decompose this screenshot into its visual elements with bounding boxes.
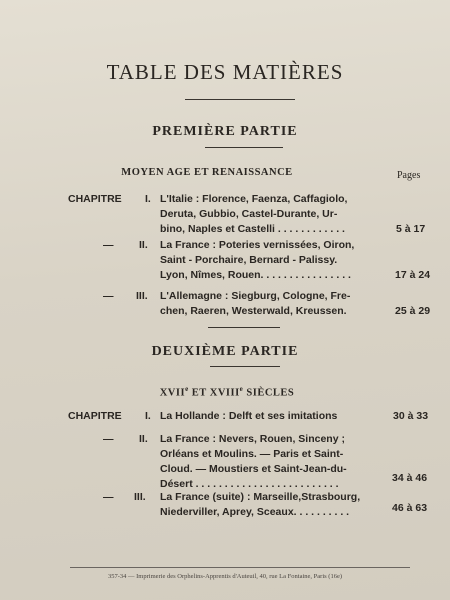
section-title-1: MOYEN AGE ET RENAISSANCE <box>121 167 293 178</box>
part-rule-2 <box>210 366 280 367</box>
page-range: 5 à 17 <box>396 223 426 235</box>
chapter-lead: — <box>103 491 114 503</box>
page-title: TABLE DES MATIÈRES <box>106 60 344 84</box>
chapter-lead: CHAPITRE <box>68 193 122 205</box>
entry-line: Cloud. — Moustiers et Saint-Jean-du- <box>160 463 347 475</box>
footer-rule <box>70 567 410 568</box>
section-divider <box>208 327 280 328</box>
page-range: 46 à 63 <box>392 502 428 514</box>
chapter-number: II. <box>139 433 148 445</box>
entry-line: Orléans et Moulins. — Paris et Saint- <box>160 448 344 460</box>
page-range: 25 à 29 <box>395 305 431 317</box>
page-range: 30 à 33 <box>393 410 429 422</box>
entry-line: bino, Naples et Castelli . . . . . . . . . . . . <box>160 223 345 235</box>
printer-imprint: 357-34 — Imprimerie des Orphelins-Apprentis d'Auteuil, 40, rue La Fontaine, Paris (16e) <box>107 573 343 580</box>
entry-line: L'Allemagne : Siegburg, Cologne, Fre- <box>160 290 351 302</box>
title-rule <box>185 99 295 100</box>
part-title-1: PREMIÈRE PARTIE <box>152 124 298 139</box>
page-range: 17 à 24 <box>395 269 431 281</box>
entry-line: Saint - Porchaire, Bernard - Palissy. <box>160 254 338 266</box>
entry-line: La Hollande : Delft et ses imitations <box>160 410 338 422</box>
pages-column-label: Pages <box>397 170 421 181</box>
chapter-lead: — <box>103 239 114 251</box>
entry-line: L'Italie : Florence, Faenza, Caffagiolo, <box>160 193 348 205</box>
chapter-number: I. <box>145 410 151 422</box>
entry-line: La France (suite) : Marseille,Strasbourg, <box>160 491 361 503</box>
chapter-number: III. <box>136 290 148 302</box>
entry-line: La France : Poteries vernissées, Oiron, <box>160 239 355 251</box>
chapter-number: III. <box>134 491 146 503</box>
entry-line: Lyon, Nîmes, Rouen. . . . . . . . . . . . . . . . <box>160 269 351 281</box>
page-range: 34 à 46 <box>392 472 428 484</box>
part-rule-1 <box>205 147 283 148</box>
entry-line: La France : Nevers, Rouen, Sinceny ; <box>160 433 345 445</box>
chapter-lead: — <box>103 290 114 302</box>
entry-line: chen, Raeren, Westerwald, Kreussen. <box>160 305 347 317</box>
entry-line: Niederviller, Aprey, Sceaux. . . . . . . . . . <box>160 506 350 518</box>
section-title-2: XVIIe ET XVIIIe SIÈCLES <box>159 385 295 399</box>
chapter-number: II. <box>139 239 148 251</box>
part-title-2: DEUXIÈME PARTIE <box>151 344 299 359</box>
chapter-lead: CHAPITRE <box>68 410 122 422</box>
chapter-number: I. <box>145 193 151 205</box>
chapter-lead: — <box>103 433 114 445</box>
entry-line: Deruta, Gubbio, Castel-Durante, Ur- <box>160 208 338 220</box>
entry-line: Désert . . . . . . . . . . . . . . . . . . . . . . . . . <box>160 478 339 490</box>
